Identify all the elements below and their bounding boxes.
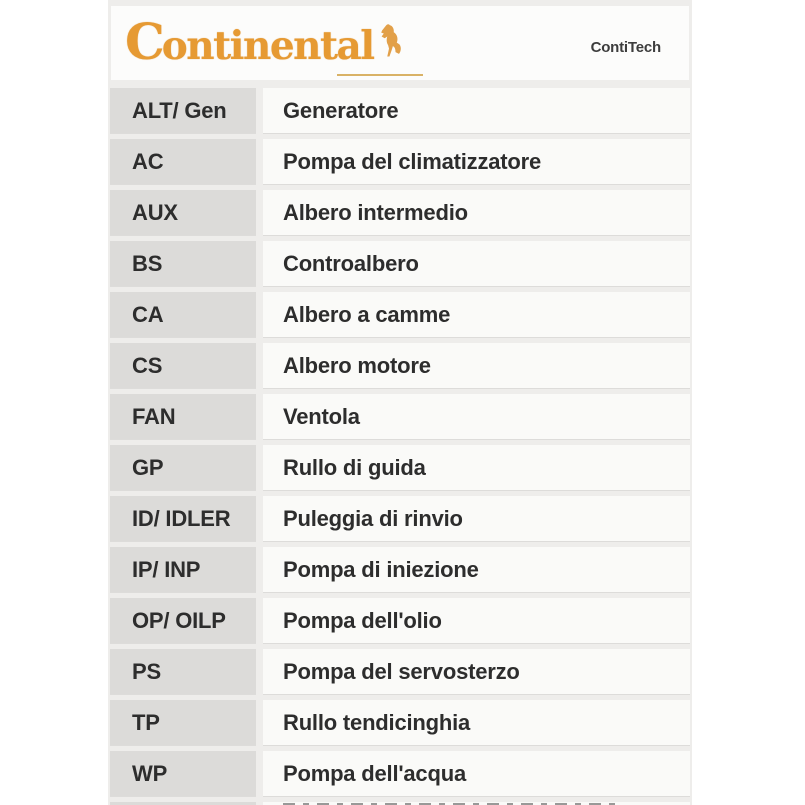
table-row — [110, 445, 690, 490]
logo-underline — [337, 74, 423, 76]
abbreviation-cell: ID/ IDLER — [110, 496, 256, 541]
abbreviation-cell: TP — [110, 700, 256, 745]
description-cell: Ventola — [263, 394, 690, 439]
table-row — [110, 343, 690, 388]
table-row — [110, 394, 690, 439]
abbreviation-cell: FAN — [110, 394, 256, 439]
description-cell: Pompa del climatizzatore — [263, 139, 690, 184]
abbreviation-cell: ALT/ Gen — [110, 88, 256, 133]
table-row — [110, 598, 690, 643]
abbreviation-legend-table — [110, 88, 690, 805]
abbreviation-cell: GP — [110, 445, 256, 490]
contitech-label: ContiTech — [590, 39, 661, 56]
description-cell: Controalbero — [263, 241, 690, 286]
description-cell: Rullo di guida — [263, 445, 690, 490]
description-cell: Albero a camme — [263, 292, 690, 337]
abbreviation-cell: IP/ INP — [110, 547, 256, 592]
table-row — [110, 751, 690, 796]
table-row — [110, 292, 690, 337]
abbreviation-cell: PS — [110, 649, 256, 694]
description-cell: Pompa di iniezione — [263, 547, 690, 592]
abbreviation-cell: WP — [110, 751, 256, 796]
table-row — [110, 88, 690, 133]
horse-icon — [376, 20, 402, 65]
abbreviation-cell: CS — [110, 343, 256, 388]
table-row — [110, 700, 690, 745]
description-cell: Pompa del servosterzo — [263, 649, 690, 694]
abbreviation-cell: AC — [110, 139, 256, 184]
table-row — [110, 547, 690, 592]
table-row — [110, 496, 690, 541]
table-row — [110, 190, 690, 235]
abbreviation-cell: AUX — [110, 190, 256, 235]
table-row — [110, 139, 690, 184]
continental-wordmark: Continental — [125, 12, 374, 71]
table-row — [110, 241, 690, 286]
abbreviation-cell: CA — [110, 292, 256, 337]
description-cell: Albero motore — [263, 343, 690, 388]
table-row — [110, 649, 690, 694]
description-cell: Pompa dell'olio — [263, 598, 690, 643]
header — [111, 6, 689, 80]
abbreviation-cell: BS — [110, 241, 256, 286]
description-cell: Rullo tendicinghia — [263, 700, 690, 745]
continental-logo — [125, 14, 402, 74]
content-block — [108, 0, 692, 805]
description-cell: Generatore — [263, 88, 690, 133]
abbreviation-cell: OP/ OILP — [110, 598, 256, 643]
description-cell: Puleggia di rinvio — [263, 496, 690, 541]
description-cell: Pompa dell'acqua — [263, 751, 690, 796]
description-cell: Albero intermedio — [263, 190, 690, 235]
